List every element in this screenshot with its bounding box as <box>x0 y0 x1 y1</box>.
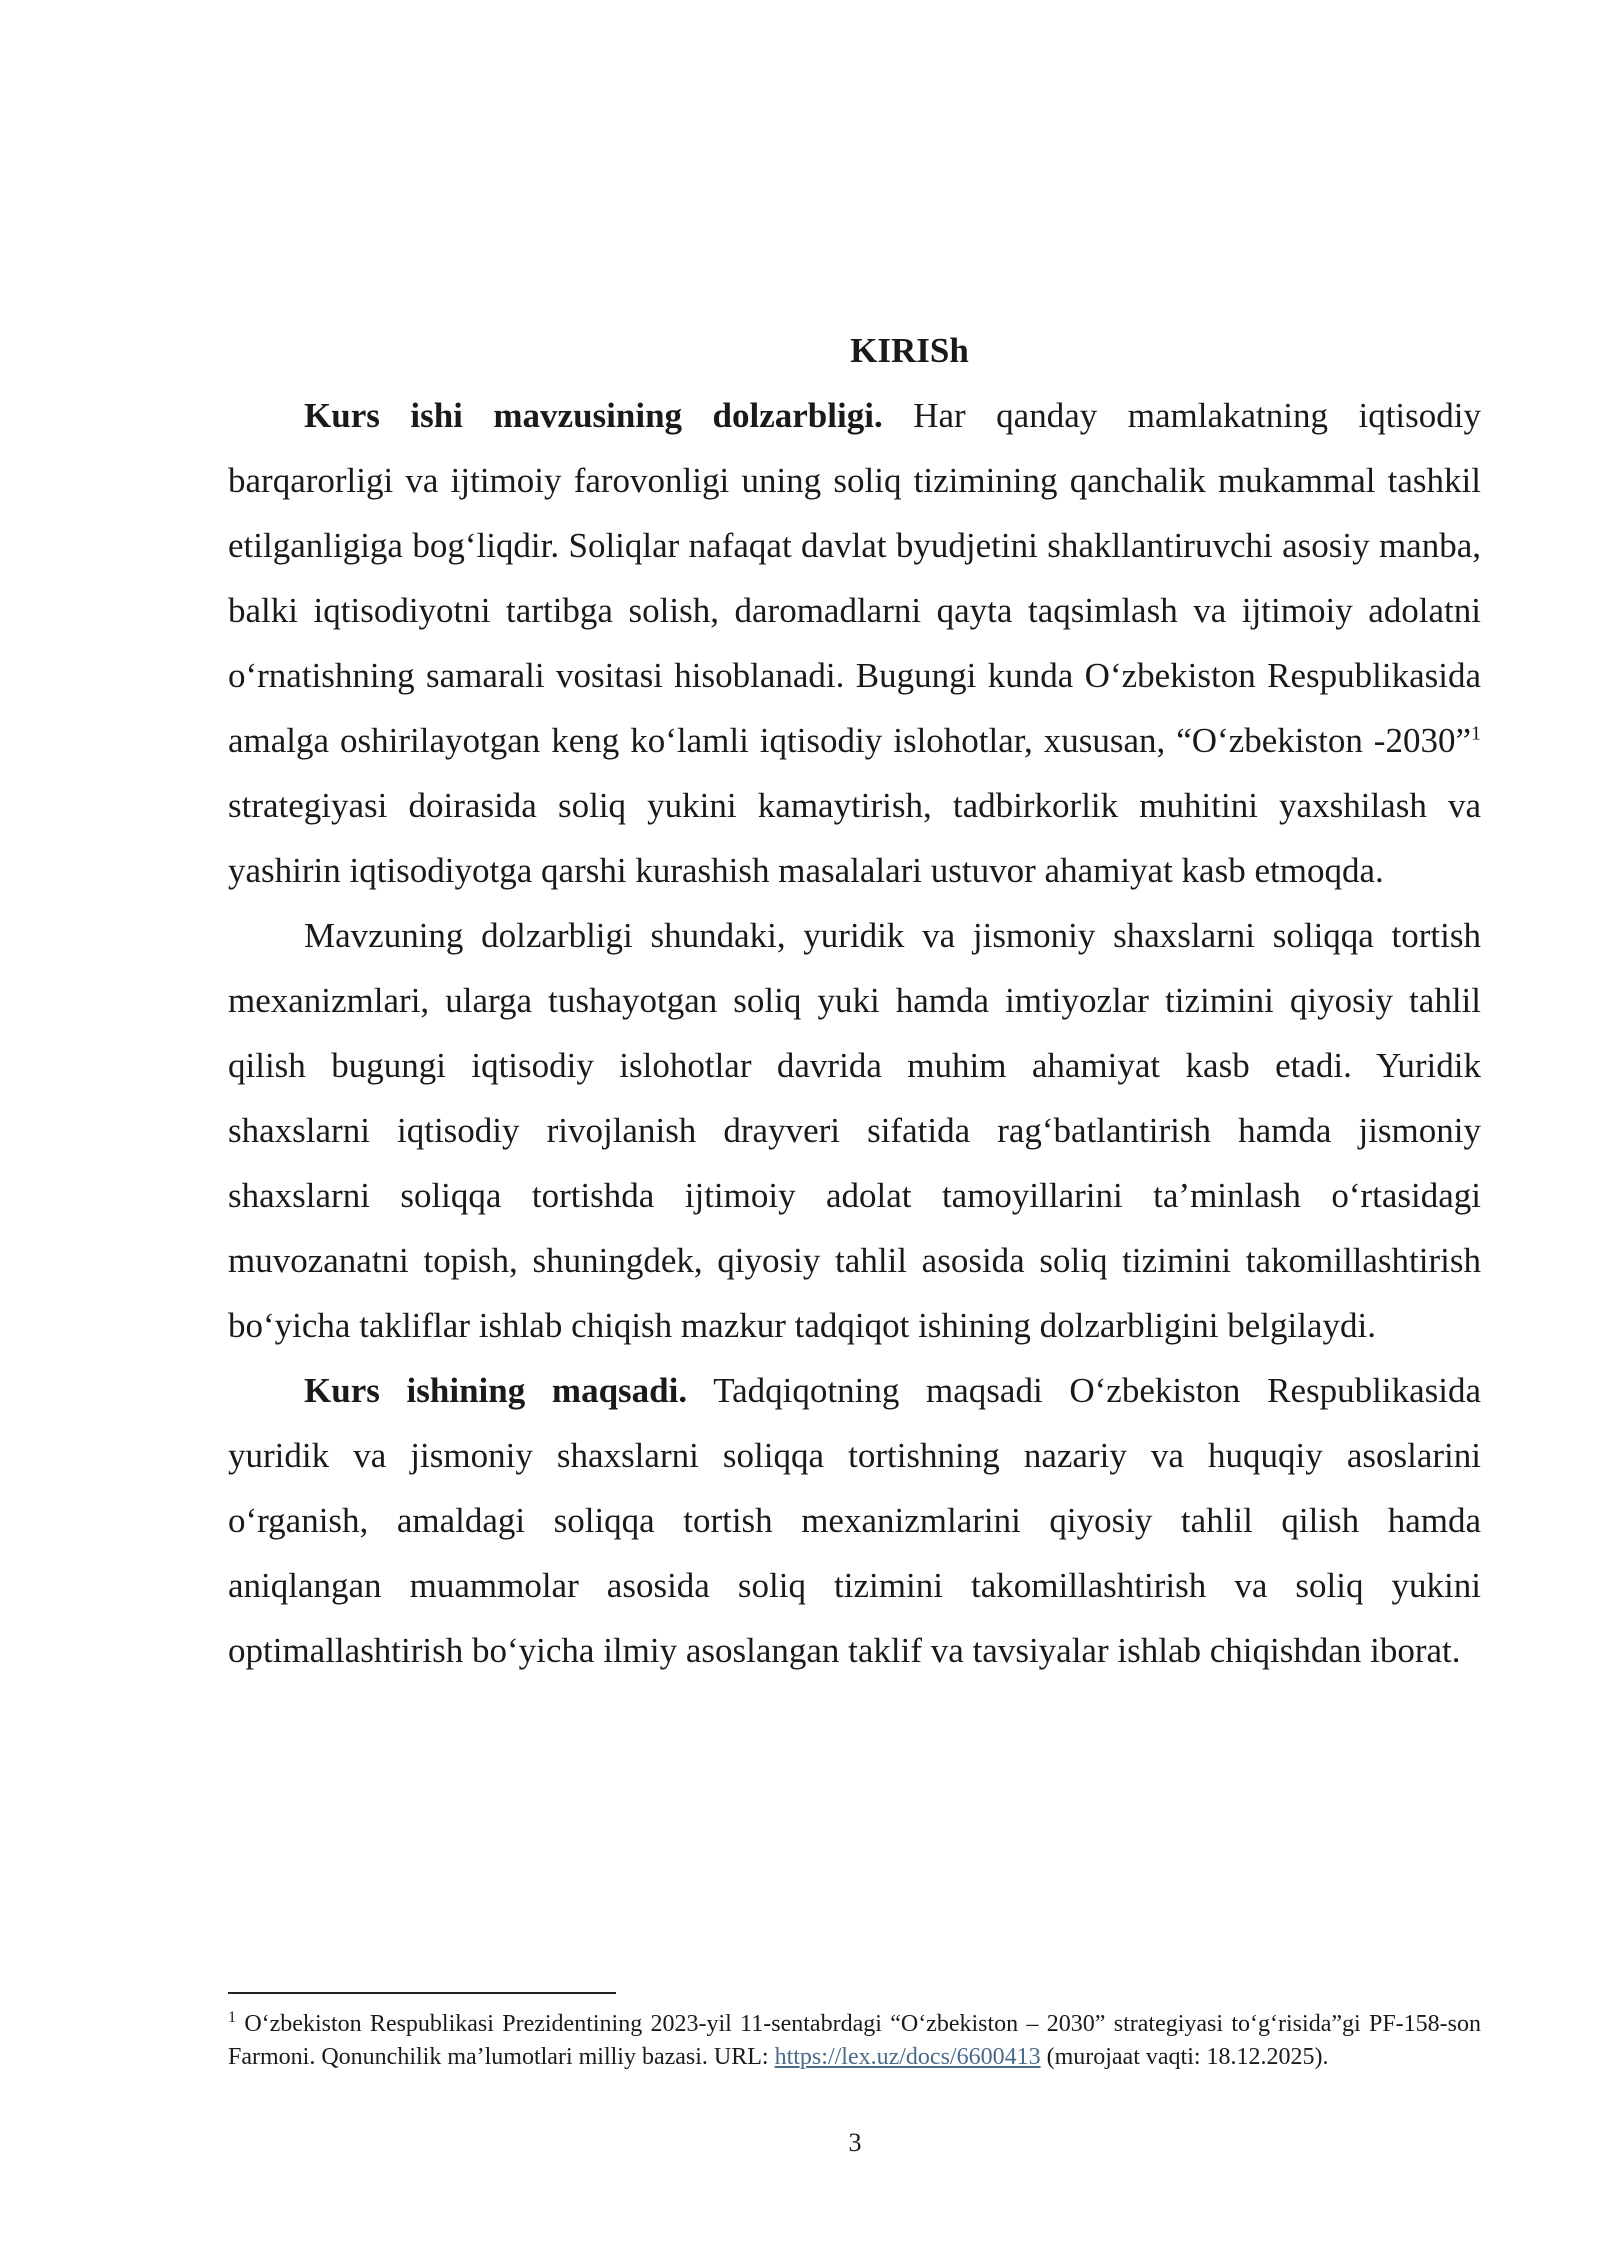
paragraph-lead: Kurs ishining maqsadi. <box>304 1371 688 1410</box>
footnote-marker: 1 <box>228 2009 236 2026</box>
page-number: 3 <box>848 2128 862 2157</box>
paragraph-lead: Kurs ishi mavzusining dolzarbligi. <box>304 396 883 435</box>
footnote-link[interactable]: https://lex.uz/docs/6600413 <box>774 2044 1041 2070</box>
paragraph-goal <box>228 1358 1481 1683</box>
paragraph-relevance-detail <box>228 903 1481 1358</box>
footnote-reference[interactable]: 1 <box>1471 722 1481 745</box>
paragraph-text: Mavzuning dolzarbligi shundaki, yuridik va jismoniy shaxslarni soliqqa tortish mexanizmlari, ularga tushayotgan soliq yuki hamda imtiyozlar tizimini qiyosiy tahlil qilish bugungi iqtisodiy islohotlar davrida muhim ahamiyat kasb etadi. Yuridik shaxslarni iqtisodiy rivojlanish drayveri sifatida rag‘batlantirish hamda jismoniy shaxslarni soliqqa tortishda ijtimoiy adolat tamoyillarini ta’minlash o‘rtasidagi muvozanatni topish, shuningdek, qiyosiy tahlil asosida soliq tizimini takomillashtirish bo‘yicha takliflar ishlab chiqish mazkur tadqiqot ishining dolzarbligini belgilaydi. <box>228 916 1481 1345</box>
page-body <box>228 318 1481 1683</box>
paragraph-relevance <box>228 383 1481 903</box>
footnote-text: O‘zbekiston Respublikasi Prezidentining 2023-yil 11-sentabrdagi “O‘zbekiston – 2030” strategiyasi to‘g‘risida”gi PF-158-son Farmoni. Qonunchilik ma’lumotlari milliy bazasi. URL: <box>228 2011 1481 2070</box>
paragraph-text: Har qanday mamlakatning iqtisodiy barqarorligi va ijtimoiy farovonligi uning soliq tizimining qanchalik mukammal tashkil etilganligiga bog‘liqdir. Soliqlar nafaqat davlat byudjetini shakllantiruvchi asosiy manba, balki iqtisodiyotni tartibga solish, daromadlarni qayta taqsimlash va ijtimoiy adolatni o‘rnatishning samarali vositasi hisoblanadi. Bugungi kunda O‘zbekiston Respublikasida amalga oshirilayotgan keng ko‘lamli iqtisodiy islohotlar, xususan, “O‘zbekiston -2030” <box>228 396 1481 760</box>
footnote-text: (murojaat vaqti: 18.12.2025). <box>1040 2044 1329 2070</box>
paragraph-text: Tadqiqotning maqsadi O‘zbekiston Respublikasida yuridik va jismoniy shaxslarni soliqqa tortishning nazariy va huquqiy asoslarini o‘rganish, amaldagi soliqqa tortish mexanizmlarini qiyosiy tahlil qilish hamda aniqlangan muammolar asosida soliq tizimini takomillashtirish va soliq yukini optimallashtirish bo‘yicha ilmiy asoslangan taklif va tavsiyalar ishlab chiqishdan iborat. <box>228 1371 1481 1670</box>
footnote <box>228 2008 1481 2074</box>
footnote-separator <box>228 1992 616 1994</box>
paragraph-text: strategiyasi doirasida soliq yukini kamaytirish, tadbirkorlik muhitini yaxshilash va yashirin iqtisodiyotga qarshi kurashish masalalari ustuvor ahamiyat kasb etmoqda. <box>228 786 1481 890</box>
section-heading: KIRISh <box>850 331 969 370</box>
